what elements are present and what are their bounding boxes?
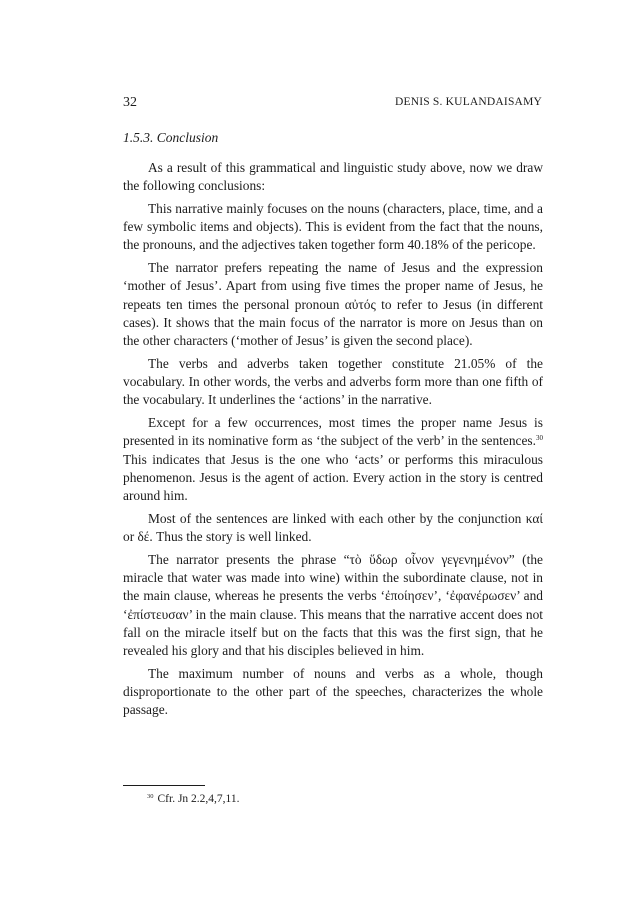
page-number: 32 <box>123 95 137 110</box>
footnote-reference: 30 <box>536 434 543 443</box>
running-head-author: DENIS S. KULANDAISAMY <box>395 96 542 108</box>
footnote-divider <box>123 785 205 786</box>
paragraph-nominative <box>123 414 543 505</box>
footnote <box>147 793 240 805</box>
paragraph-jesus-name: The narrator prefers repeating the name of Jesus and the expression ‘mother of Jesus’. Apart from using five times the proper name of Jesus, he repeats ten times the personal pronoun αὐτός to refer to Jesus (in different cases). It shows that the main focus of the narrator is more on Jesus than on the other characters (‘mother of Jesus’ is given the second place). <box>123 260 543 349</box>
body-text <box>123 159 543 724</box>
paragraph-nouns: This narrative mainly focuses on the nouns (characters, place, time, and a few symbolic items and objects). This is evident from the fact that the nouns, the pronouns, and the adjectives taken together form 40.18% of the pericope. <box>123 200 543 253</box>
paragraph-verbs: The verbs and adverbs taken together constitute 21.05% of the vocabulary. In other words, the verbs and adverbs form more than one fifth of the vocabulary. It underlines the ‘actions’ in the narrative. <box>123 355 543 408</box>
footnote-number: 30 <box>147 793 154 800</box>
paragraph-nominative-text-a: Except for a few occurrences, most times the proper name Jesus is presented in its nominative form as ‘the subject of the verb’ in the sentences. <box>123 415 543 449</box>
section-heading: 1.5.3. Conclusion <box>123 130 219 145</box>
paragraph-phrase: The narrator presents the phrase “τὸ ὕδωρ οἶνον γεγενημένον” (the miracle that water was made into wine) within the subordinate clause, not in the main clause, whereas he presents the verbs ‘ἐποίησεν’, ‘ἐφανέρωσεν’ and ‘ἐπίστευσαν’ in the main clause. This means that the narrative accent does not fall on the miracle itself but on the facts that this was the first sign, that he revealed his glory and that his disciples believed in him. <box>123 551 543 659</box>
footnote-text: Cfr. Jn 2.2,4,7,11. <box>157 793 240 805</box>
paragraph-maximum: The maximum number of nouns and verbs as a whole, though disproportionate to the other part of the speeches, characterizes the whole passage. <box>123 665 543 718</box>
paragraph-intro: As a result of this grammatical and linguistic study above, now we draw the following conclusions: <box>123 160 543 194</box>
paragraph-conjunction: Most of the sentences are linked with each other by the conjunction καί or δέ. Thus the story is well linked. <box>123 510 543 545</box>
running-head <box>123 95 542 111</box>
paragraph-nominative-text-b: This indicates that Jesus is the one who ‘acts’ or performs this miraculous phenomenon. Jesus is the agent of action. Every action in the story is centred around him. <box>123 451 543 504</box>
